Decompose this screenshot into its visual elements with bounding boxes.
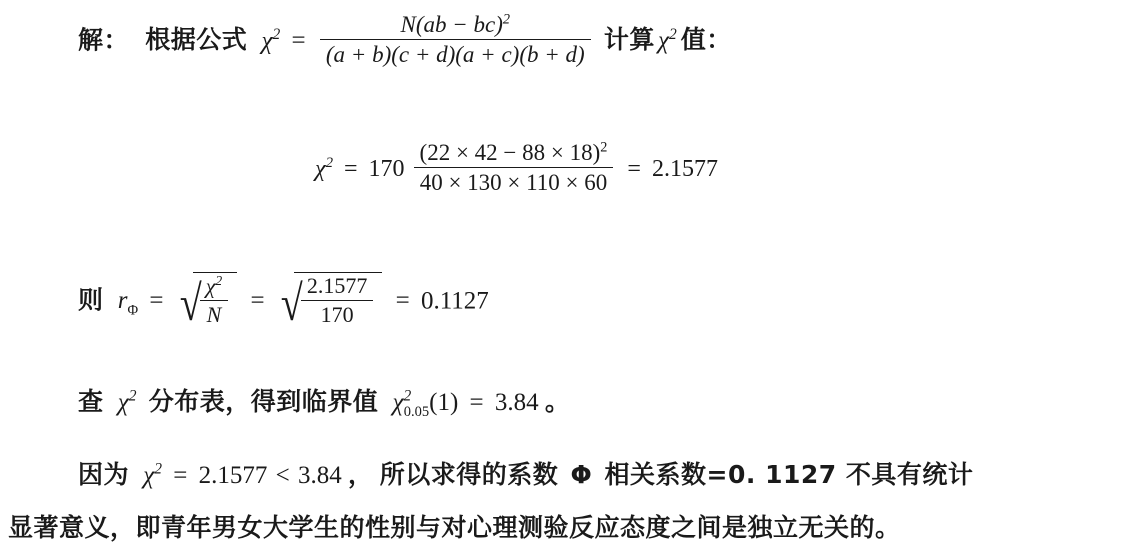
equals-sign: =	[149, 287, 164, 315]
coefficient: 170	[368, 156, 405, 183]
phi-symbol: Φ	[570, 460, 593, 489]
equals-sign: =	[344, 156, 358, 183]
chi-exponent: 2	[272, 26, 281, 44]
formula-numerator: N(ab − bc)$^2$	[400, 11, 511, 38]
threshold-value: 3.84	[297, 462, 342, 489]
conclusion-line-1	[78, 455, 973, 491]
critical-value-line	[78, 382, 570, 421]
formula-line	[78, 11, 732, 71]
lookup-mid-text: 分布表，得到临界值	[148, 387, 379, 416]
r-symbol: r	[117, 287, 128, 315]
chi-symbol: χ	[261, 27, 273, 55]
conclusion-text-2: 相关系数=0. 1127 不具有统计	[604, 460, 974, 489]
lookup-period: 。	[544, 387, 571, 416]
value-fraction	[301, 273, 374, 328]
chi-square-computation-line	[315, 138, 718, 199]
critical-chi: $\chi^2_{0.05}(1)$	[392, 387, 459, 420]
chi-result: 2.1577	[651, 156, 718, 183]
conclusion-lead: 因为	[78, 460, 130, 489]
chi-exponent: 2	[128, 387, 137, 405]
lookup-lead: 查	[78, 387, 104, 416]
conclusion-text-3: 显著意义，即青年男女大学生的性别与对心理测验反应态度之间是独立无关的。	[8, 513, 901, 542]
critical-value: 3.84	[494, 389, 539, 416]
chi-exponent: 2	[325, 155, 333, 172]
less-than-sign: <	[275, 462, 290, 489]
chi-symbol: χ	[117, 389, 129, 416]
formula-intro: 根据公式	[145, 25, 248, 55]
formula-tail-exp: 2	[668, 26, 677, 44]
chi-over-n-denominator: N	[200, 300, 229, 328]
equals-sign-2: =	[627, 156, 641, 183]
equals-sign: =	[173, 462, 188, 489]
sqrt-chi-over-n: √ $\frac{\chi^2}{N}$	[177, 272, 238, 333]
formula-tail-chi: χ	[657, 27, 669, 55]
chi-symbol: χ	[315, 156, 326, 183]
conclusion-text: 所以求得的系数	[379, 460, 559, 489]
formula-tail: 计算	[603, 25, 655, 55]
chi-denominator: 40 × 130 × 110 × 60	[414, 167, 614, 196]
conclusion-comma: ，	[347, 460, 374, 489]
chi-over-n-fraction	[200, 273, 229, 328]
equals-sign-3: =	[395, 287, 410, 315]
r-phi-lead: 则	[78, 285, 104, 315]
conclusion-line-2	[8, 508, 901, 544]
formula-tail-end: 值：	[680, 25, 732, 55]
chi-symbol: χ	[143, 462, 155, 489]
chi-exponent: 2	[154, 460, 163, 478]
equals-sign: =	[469, 389, 484, 416]
chi-numerator: $(22 \times 42 - 88 \times 18)^2$	[419, 138, 608, 165]
phi-subscript: Φ	[127, 302, 139, 319]
chi-value: 2.1577	[198, 462, 268, 489]
sqrt-value: √ $\frac{2.1577}{170}$	[278, 272, 383, 333]
formula-denominator: (a + b)(c + d)(a + c)(b + d)	[320, 39, 591, 68]
value-numerator: 2.1577	[306, 272, 368, 298]
solution-lead: 解：	[78, 25, 130, 55]
equals-sign: =	[291, 27, 306, 55]
chi-over-n-numerator: $\chi^2$	[205, 272, 223, 299]
r-phi-result: 0.1127	[420, 287, 489, 315]
equals-sign-2: =	[250, 287, 265, 315]
value-denominator: 170	[301, 300, 374, 328]
formula-fraction	[320, 11, 591, 68]
chi-fraction	[414, 139, 614, 196]
r-phi-line	[78, 272, 489, 333]
